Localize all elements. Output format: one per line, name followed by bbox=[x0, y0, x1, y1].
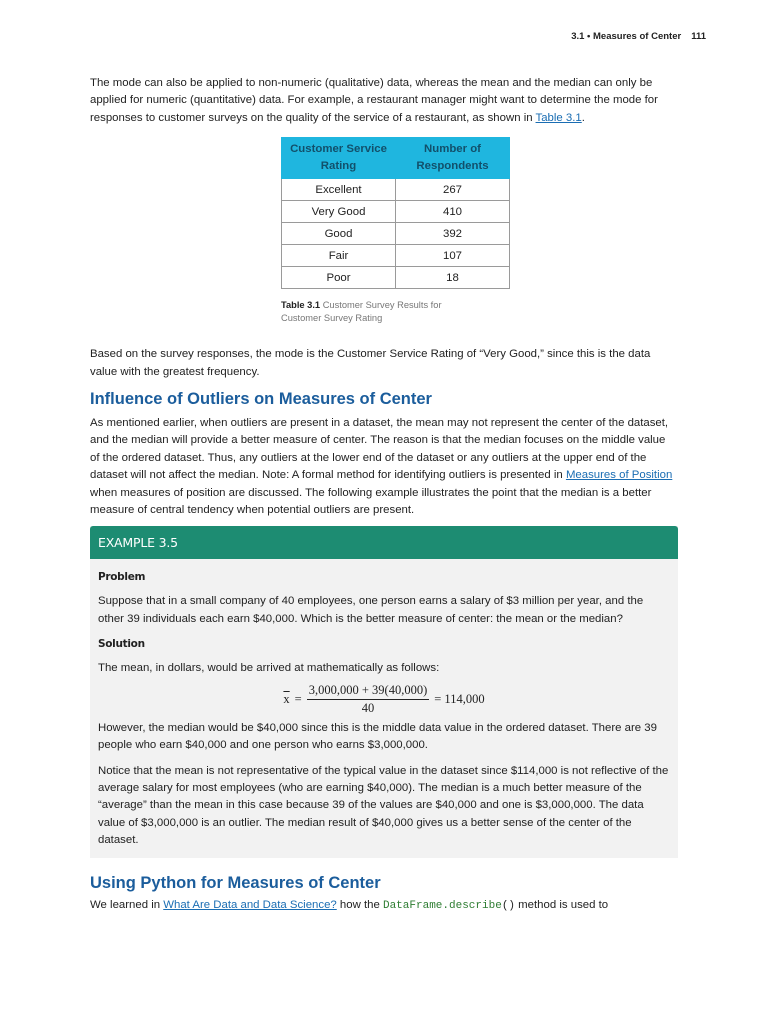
python-text-1: We learned in bbox=[90, 898, 164, 911]
table-row bbox=[282, 223, 510, 245]
code-paren: () bbox=[501, 899, 516, 912]
page-number: 111 bbox=[691, 31, 706, 42]
respondents-cell: 392 bbox=[396, 223, 510, 245]
data-science-link[interactable]: What Are Data and Data Science? bbox=[163, 898, 337, 911]
caption-text: Customer Survey Results for Customer Survey Rating bbox=[281, 300, 442, 323]
python-text-2: how the bbox=[336, 898, 383, 911]
intro-text: The mode can also be applied to non-numeric (qualitative) data, whereas the mean and the median can only be applied for numeric (quantitative) data. For example, a restaurant manager might want to determine the mode for responses to customer surveys on the quality of the service of a restaurant, as shown in bbox=[90, 77, 658, 124]
solution-label: Solution bbox=[98, 638, 145, 651]
respondents-cell: 107 bbox=[396, 245, 510, 267]
header-section: 3.1 • Measures of Center bbox=[571, 31, 682, 42]
outliers-paragraph bbox=[90, 415, 678, 519]
page-content bbox=[90, 75, 678, 915]
python-paragraph bbox=[90, 897, 678, 915]
rating-cell: Excellent bbox=[282, 179, 396, 201]
caption-label: Table 3.1 bbox=[281, 300, 321, 311]
code-describe: DataFrame.describe bbox=[382, 899, 502, 912]
rating-cell: Fair bbox=[282, 245, 396, 267]
survey-paragraph: Based on the survey responses, the mode is the Customer Service Rating of “Very Good,” since this is the data value with the greatest frequency. bbox=[90, 348, 651, 378]
example-body bbox=[90, 559, 678, 857]
table-row bbox=[282, 179, 510, 201]
column-header-respondents: Number of Respondents bbox=[396, 138, 510, 179]
outliers-text-1: As mentioned earlier, when outliers are present in a dataset, the mean may not represent the center of the dataset, and the median will provide a better measure of center. The reason is that the median focuses on the middle value of the ordered dataset. Thus, any outliers at the lower end of the dataset or any outliers at the upper end of the dataset will not affect the median. Note: A formal method for identifying outliers is presented in bbox=[90, 417, 669, 482]
table-3-1-link[interactable]: Table 3.1 bbox=[535, 111, 582, 124]
rating-cell: Good bbox=[282, 223, 396, 245]
respondents-cell: 18 bbox=[396, 267, 510, 289]
solution-intro: The mean, in dollars, would be arrived at mathematically as follows: bbox=[98, 662, 440, 675]
fraction-denominator: 40 bbox=[361, 700, 375, 715]
measures-of-position-link[interactable]: Measures of Position bbox=[565, 469, 673, 482]
python-text-3: method is used to bbox=[515, 898, 609, 911]
mean-formula bbox=[98, 683, 670, 716]
problem-text: Suppose that in a small company of 40 employees, one person earns a salary of $3 million per year, and the other 39 individuals each earn $40,000. Which is the better measure of center: the mean or the median? bbox=[98, 595, 644, 625]
fraction-numerator: 3,000,000 + 39(40,000) bbox=[307, 683, 430, 700]
running-header bbox=[571, 31, 706, 42]
table-row bbox=[282, 201, 510, 223]
outliers-text-2: when measures of position are discussed. The following example illustrates the point that the median is a better measure of central tendency when potential outliers are present. bbox=[90, 486, 652, 517]
respondents-cell: 267 bbox=[396, 179, 510, 201]
table-row bbox=[282, 245, 510, 267]
respondents-cell: 410 bbox=[396, 201, 510, 223]
example-box bbox=[90, 526, 678, 857]
fraction bbox=[307, 683, 430, 716]
python-heading: Using Python for Measures of Center bbox=[90, 873, 381, 892]
outliers-heading: Influence of Outliers on Measures of Center bbox=[90, 390, 432, 409]
column-header-rating: Customer Service Rating bbox=[282, 138, 396, 179]
x-bar-symbol: $\overline{x}$ bbox=[283, 691, 290, 706]
intro-paragraph bbox=[90, 75, 678, 127]
problem-label: Problem bbox=[98, 571, 146, 584]
rating-cell: Very Good bbox=[282, 201, 396, 223]
example-title: EXAMPLE 3.5 bbox=[90, 526, 678, 559]
table-caption bbox=[281, 299, 471, 324]
rating-cell: Poor bbox=[282, 267, 396, 289]
formula-result: = 114,000 bbox=[434, 691, 485, 706]
median-paragraph: However, the median would be $40,000 since this is the middle data value in the ordered dataset. There are 39 people who earn $40,000 and one person who earns $3,000,000. bbox=[98, 721, 657, 752]
equals-sign: = bbox=[294, 691, 302, 706]
intro-end: . bbox=[581, 111, 585, 124]
survey-table-container bbox=[281, 137, 678, 289]
survey-table bbox=[281, 137, 510, 289]
table-row bbox=[282, 267, 510, 289]
notice-paragraph: Notice that the mean is not representative of the typical value in the dataset since $114,000 is not reflective of the average salary for most employees (who are earning $40,000). The median is a much better measure of the “average” than the mean in this case because 39 of the values are $40,000 and one is $3,000,000. The data value of $3,000,000 is an outlier. The median result of $40,000 gives us a better sense of the center of the dataset. bbox=[98, 764, 669, 847]
